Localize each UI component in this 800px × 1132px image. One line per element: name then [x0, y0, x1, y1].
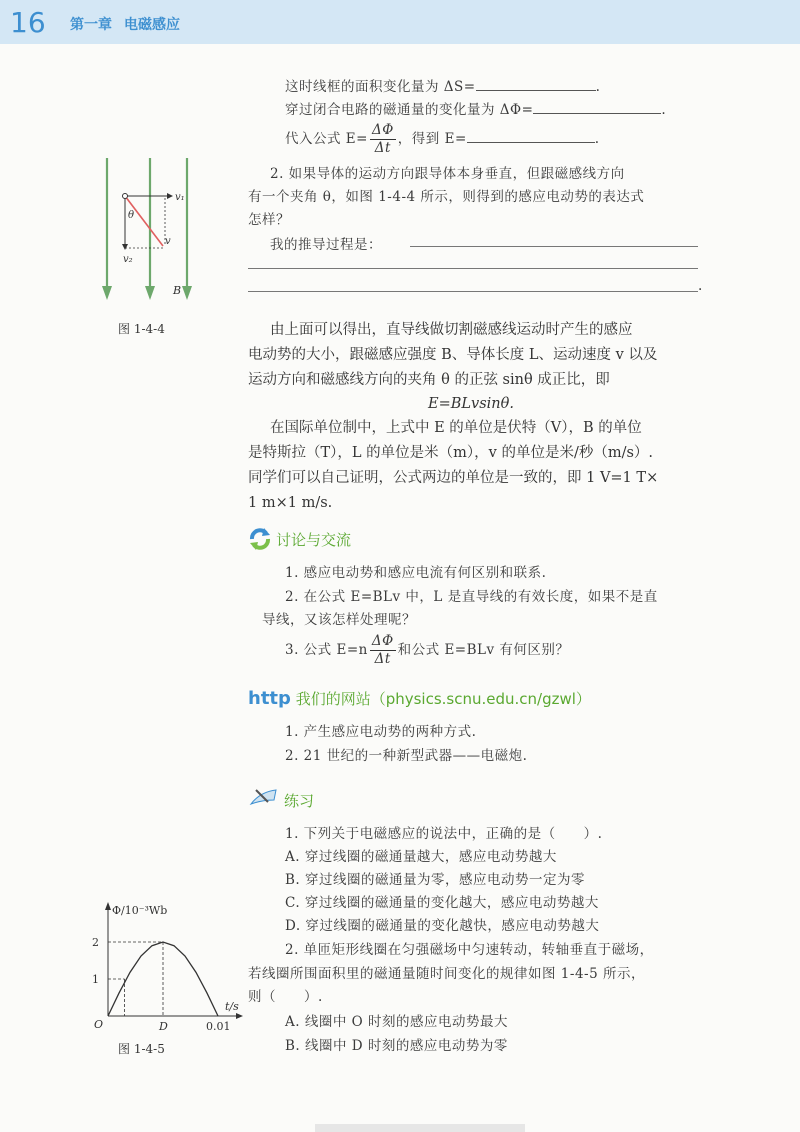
- exercise-q1-option-d: D. 穿过线圈的磁通量的变化越快，感应电动势越大: [285, 918, 600, 934]
- substitute-line: [285, 122, 600, 157]
- substitute-suffix: ，得到 E=: [397, 131, 467, 147]
- website-title[interactable]: 我们的网站（physics.scnu.edu.cn/gzwl）: [295, 690, 591, 708]
- q2-line-1: 2. 如果导体的运动方向跟导体本身垂直，但跟磁感线方向: [270, 166, 625, 182]
- exercise-q1-option-b: B. 穿过线圈的磁通量为零，感应电动势一定为零: [285, 872, 586, 888]
- flux-change-text: 穿过闭合电路的磁通量的变化量为 ΔΦ=: [285, 102, 534, 118]
- label-theta: θ: [128, 210, 135, 221]
- fraction: [370, 122, 396, 157]
- exercise-q2-line3: 则（ ）.: [248, 989, 323, 1005]
- para2-line1: 在国际单位制中，上式中 E 的单位是伏特（V），B 的单位: [270, 420, 642, 436]
- end-dot: .: [661, 102, 667, 118]
- area-change-line: [285, 76, 600, 97]
- answer-rule[interactable]: [410, 246, 698, 247]
- label-v: v: [165, 236, 171, 247]
- y-axis-label: Φ/10⁻³Wb: [112, 904, 168, 917]
- fraction-denominator: Δt: [374, 651, 391, 667]
- para2-line3: 同学们可以自己证明，公式两边的单位是一致的，即 1 V=1 T×: [248, 470, 659, 486]
- exercise-q2-option-b: B. 线圈中 D 时刻的感应电动势为零: [285, 1038, 508, 1054]
- flux-change-line: [285, 99, 666, 120]
- v-vector: [125, 196, 163, 246]
- x-tick-label: 0.01: [206, 1020, 231, 1033]
- fraction: [370, 633, 396, 668]
- discussion-q1: 1. 感应电动势和感应电流有何区别和联系.: [285, 565, 547, 581]
- website-heading: [248, 688, 591, 709]
- arrow-down-icon: [182, 286, 192, 300]
- chart-caption: 图 1-4-5: [118, 1042, 165, 1056]
- label-v1: v₁: [175, 192, 185, 203]
- y-tick-label: 2: [92, 936, 99, 949]
- pencil-icon: [248, 786, 278, 808]
- para1-line2: 电动势的大小，跟磁感应强度 B、导体长度 L、运动速度 v 以及: [248, 347, 658, 363]
- discussion-q3: [285, 633, 569, 668]
- chapter-title: 电磁感应: [124, 17, 180, 33]
- blank-field[interactable]: [533, 99, 661, 114]
- q2-line-3: 怎样？: [248, 212, 290, 228]
- arrow-right-icon: [167, 193, 173, 199]
- discussion-title: 讨论与交流: [276, 531, 352, 549]
- arrow-down-icon: [102, 286, 112, 300]
- arrow-down-icon: [122, 244, 128, 250]
- end-dot: .: [595, 79, 601, 95]
- para1-line1: 由上面可以得出，直导线做切割磁感线运动时产生的感应: [270, 322, 633, 338]
- formula: E=BLvsinθ.: [428, 396, 514, 412]
- para1-line3: 运动方向和磁感线方向的夹角 θ 的正弦 sinθ 成正比，即: [248, 372, 610, 388]
- http-logo: http: [248, 688, 291, 709]
- conductor-point: [123, 194, 128, 199]
- exercise-q2-option-a: A. 线圈中 O 时刻的感应电动势最大: [285, 1014, 508, 1030]
- chapter-heading: [70, 14, 180, 34]
- blank-field[interactable]: [467, 128, 595, 143]
- area-change-text: 这时线框的面积变化量为 ΔS=: [285, 79, 476, 95]
- q3-prefix: 3. 公式 E=n: [285, 642, 368, 658]
- end-dot: .: [594, 131, 600, 147]
- figure-caption: 图 1-4-4: [118, 322, 165, 336]
- fraction-numerator: ΔΦ: [371, 122, 394, 138]
- fraction-denominator: Δt: [374, 140, 391, 156]
- exercise-q2-line1: 2. 单匝矩形线圈在匀强磁场中匀速转动，转轴垂直于磁场，: [285, 942, 654, 958]
- q2-line-2: 有一个夹角 θ，如图 1-4-4 所示，则得到的感应电动势的表达式: [248, 189, 645, 205]
- x-tick-label: O: [94, 1018, 104, 1031]
- discussion-q2-line1: 2. 在公式 E=BLv 中，L 是直导线的有效长度，如果不是直: [285, 589, 658, 605]
- label-v2: v₂: [123, 254, 133, 265]
- arrow-right-icon: [236, 1013, 243, 1019]
- substitute-prefix: 代入公式 E=: [285, 131, 368, 147]
- discussion-q2-line2: 导线，又该怎样处理呢？: [262, 612, 416, 628]
- derivation-label: 我的推导过程是：: [270, 237, 382, 253]
- label-B: B: [173, 284, 182, 297]
- arrow-down-icon: [145, 286, 155, 300]
- exercise-title: 练习: [284, 792, 315, 810]
- chapter-number: 第一章: [70, 17, 112, 33]
- website-item-2: 2. 21 世纪的一种新型武器——电磁炮.: [285, 748, 528, 764]
- blank-field[interactable]: [476, 76, 596, 91]
- para2-line4: 1 m×1 m/s.: [248, 495, 333, 511]
- fraction-numerator: ΔΦ: [371, 633, 394, 649]
- exercise-q1-option-a: A. 穿过线圈的磁通量越大，感应电动势越大: [285, 849, 557, 865]
- figure-1-4-4: [95, 158, 205, 303]
- end-dot: .: [698, 278, 703, 294]
- x-axis-label: t/s: [225, 1000, 239, 1013]
- answer-rule[interactable]: [248, 291, 698, 292]
- figure-1-4-5-chart: [88, 898, 248, 1033]
- para2-line2: 是特斯拉（T），L 的单位是米（m），v 的单位是米/秒（m/s）.: [248, 445, 654, 461]
- discussion-icon: [248, 527, 272, 551]
- q3-suffix: 和公式 E=BLv 有何区别？: [397, 642, 570, 658]
- exercise-q1: 1. 下列关于电磁感应的说法中，正确的是（ ）.: [285, 826, 603, 842]
- x-tick-label: D: [159, 1020, 168, 1033]
- arrow-up-icon: [105, 902, 111, 910]
- exercise-q2-line2: 若线圈所围面积里的磁通量随时间变化的规律如图 1-4-5 所示，: [248, 966, 645, 982]
- page-footer-bar: [315, 1124, 525, 1132]
- page-number: 16: [10, 6, 46, 39]
- y-tick-label: 1: [92, 973, 99, 986]
- website-item-1: 1. 产生感应电动势的两种方式.: [285, 724, 477, 740]
- answer-rule[interactable]: [248, 268, 698, 269]
- exercise-q1-option-c: C. 穿过线圈的磁通量的变化越大，感应电动势越大: [285, 895, 599, 911]
